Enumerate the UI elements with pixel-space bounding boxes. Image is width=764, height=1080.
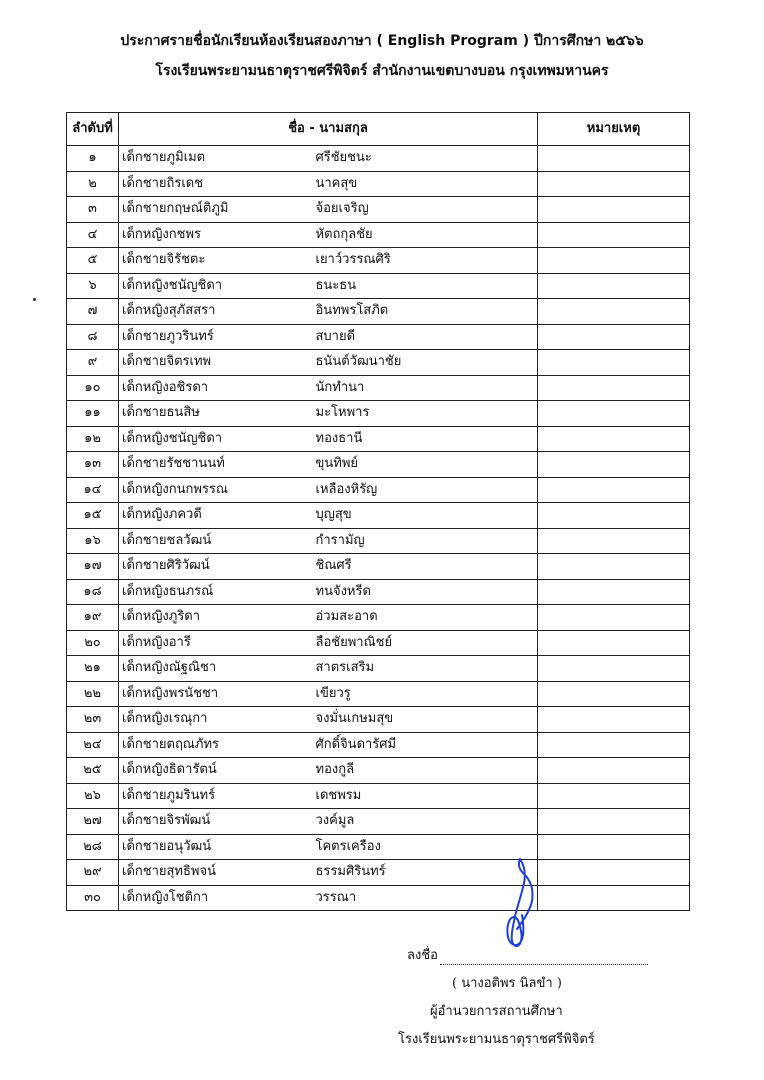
- row-number: ๑๔: [67, 477, 119, 503]
- student-last-name: เยาว์วรรณศิริ: [303, 248, 538, 274]
- row-number: ๑๖: [67, 528, 119, 554]
- row-note: [538, 375, 690, 401]
- row-number: ๔: [67, 222, 119, 248]
- student-first-name: เด็กชายรัชชานนท์: [119, 452, 303, 478]
- student-first-name: เด็กชายตฤณภัทร: [119, 732, 303, 758]
- student-first-name: เด็กชายอนุวัฒน์: [119, 834, 303, 860]
- row-number: ๙: [67, 350, 119, 376]
- row-note: [538, 503, 690, 529]
- row-note: [538, 350, 690, 376]
- row-note: [538, 809, 690, 835]
- student-last-name: หัตถกุลชัย: [303, 222, 538, 248]
- student-last-name: อ่วมสะอาด: [303, 605, 538, 631]
- student-first-name: เด็กชายจิรพัฒน์: [119, 809, 303, 835]
- row-note: [538, 630, 690, 656]
- row-note: [538, 758, 690, 784]
- row-number: ๕: [67, 248, 119, 274]
- sign-label: ลงชื่อ: [407, 948, 438, 963]
- table-row: [67, 860, 690, 886]
- row-number: ๒๒: [67, 681, 119, 707]
- table-row: [67, 401, 690, 427]
- table-row: [67, 324, 690, 350]
- scan-speck: [33, 298, 36, 301]
- student-first-name: เด็กหญิงณัฐณิชา: [119, 656, 303, 682]
- student-first-name: เด็กหญิงอชิรดา: [119, 375, 303, 401]
- row-number: ๒๗: [67, 809, 119, 835]
- student-first-name: เด็กหญิงโชติกา: [119, 885, 303, 911]
- row-note: [538, 783, 690, 809]
- row-number: ๘: [67, 324, 119, 350]
- signer-name: ( นางอติพร นิลขำ ): [452, 976, 562, 991]
- row-note: [538, 299, 690, 325]
- row-number: ๒๘: [67, 834, 119, 860]
- table-row: [67, 350, 690, 376]
- student-last-name: วงค์มูล: [303, 809, 538, 835]
- row-number: ๒๕: [67, 758, 119, 784]
- row-number: ๓๐: [67, 885, 119, 911]
- row-number: ๒๙: [67, 860, 119, 886]
- student-last-name: กำรามัญ: [303, 528, 538, 554]
- row-number: ๑๙: [67, 605, 119, 631]
- table-row: [67, 783, 690, 809]
- row-number: ๑๓: [67, 452, 119, 478]
- student-last-name: เขียวรู: [303, 681, 538, 707]
- row-number: ๒๖: [67, 783, 119, 809]
- table-row: [67, 426, 690, 452]
- table-row: [67, 503, 690, 529]
- student-last-name: จ้อยเจริญ: [303, 197, 538, 223]
- row-note: [538, 477, 690, 503]
- student-last-name: ศรีชัยชนะ: [303, 146, 538, 172]
- row-number: ๑๗: [67, 554, 119, 580]
- student-last-name: นาคสุข: [303, 171, 538, 197]
- student-first-name: เด็กหญิงสุภัสสรา: [119, 299, 303, 325]
- table-row: [67, 299, 690, 325]
- table-row: [67, 528, 690, 554]
- student-last-name: ทองธานี: [303, 426, 538, 452]
- row-note: [538, 579, 690, 605]
- table-row: [67, 554, 690, 580]
- table-row: [67, 248, 690, 274]
- student-first-name: เด็กชายธนสิษ: [119, 401, 303, 427]
- table-row: [67, 834, 690, 860]
- table-row: [67, 732, 690, 758]
- row-number: ๒: [67, 171, 119, 197]
- column-header-note: หมายเหตุ: [538, 113, 690, 146]
- row-number: ๑๐: [67, 375, 119, 401]
- row-note: [538, 860, 690, 886]
- student-first-name: เด็กหญิงกชพร: [119, 222, 303, 248]
- student-last-name: ธรรมศิรินทร์: [303, 860, 538, 886]
- student-first-name: เด็กชายภูวรินทร์: [119, 324, 303, 350]
- row-note: [538, 273, 690, 299]
- student-last-name: บุญสุข: [303, 503, 538, 529]
- table-row: [67, 222, 690, 248]
- student-last-name: ทนจังหรีด: [303, 579, 538, 605]
- table-row: [67, 146, 690, 172]
- table-row: [67, 605, 690, 631]
- row-note: [538, 401, 690, 427]
- table-row: [67, 885, 690, 911]
- student-last-name: สบายดี: [303, 324, 538, 350]
- row-note: [538, 834, 690, 860]
- row-number: ๑: [67, 146, 119, 172]
- signer-position: ผู้อำนวยการสถานศึกษา: [430, 1004, 563, 1019]
- signature-line: [407, 944, 648, 965]
- student-first-name: เด็กหญิงภูริดา: [119, 605, 303, 631]
- student-list-table: [66, 112, 690, 911]
- student-last-name: นักทำนา: [303, 375, 538, 401]
- signer-school: โรงเรียนพระยามนธาตุราชศรีพิจิตร์: [398, 1032, 595, 1047]
- student-last-name: วรรณา: [303, 885, 538, 911]
- student-last-name: ขุนทิพย์: [303, 452, 538, 478]
- row-note: [538, 528, 690, 554]
- row-number: ๗: [67, 299, 119, 325]
- student-last-name: โคตรเครือง: [303, 834, 538, 860]
- school-subtitle: โรงเรียนพระยามนธาตุราชศรีพิจิตร์ สำนักงานเขตบางบอน กรุงเทพมหานคร: [155, 63, 609, 79]
- student-last-name: ชิณศรี: [303, 554, 538, 580]
- student-last-name: อินทพรโสภิต: [303, 299, 538, 325]
- row-note: [538, 222, 690, 248]
- row-note: [538, 171, 690, 197]
- student-first-name: เด็กชายภูมรินทร์: [119, 783, 303, 809]
- student-last-name: มะโหพาร: [303, 401, 538, 427]
- table-row: [67, 197, 690, 223]
- table-row: [67, 273, 690, 299]
- student-first-name: เด็กชายสุทธิพจน์: [119, 860, 303, 886]
- student-last-name: ทองกูลี: [303, 758, 538, 784]
- row-number: ๒๔: [67, 732, 119, 758]
- table-row: [67, 681, 690, 707]
- handwritten-signature: [490, 855, 550, 955]
- row-note: [538, 732, 690, 758]
- row-note: [538, 426, 690, 452]
- row-number: ๑๑: [67, 401, 119, 427]
- row-number: ๑๕: [67, 503, 119, 529]
- row-number: ๒๑: [67, 656, 119, 682]
- table-row: [67, 452, 690, 478]
- row-note: [538, 656, 690, 682]
- row-note: [538, 681, 690, 707]
- table-row: [67, 171, 690, 197]
- table-row: [67, 630, 690, 656]
- signature-dotted-line: [440, 964, 648, 965]
- row-note: [538, 146, 690, 172]
- student-first-name: เด็กหญิงเรณุกา: [119, 707, 303, 733]
- student-last-name: สาตรเสริม: [303, 656, 538, 682]
- table-row: [67, 656, 690, 682]
- row-number: ๖: [67, 273, 119, 299]
- table-row: [67, 375, 690, 401]
- student-last-name: ลือชัยพาณิชย์: [303, 630, 538, 656]
- student-first-name: เด็กชายจิรัชตะ: [119, 248, 303, 274]
- student-first-name: เด็กหญิงธิดารัตน์: [119, 758, 303, 784]
- row-note: [538, 707, 690, 733]
- table-row: [67, 809, 690, 835]
- student-last-name: ศักดิ์จินดารัศมี: [303, 732, 538, 758]
- row-number: ๑๒: [67, 426, 119, 452]
- row-note: [538, 605, 690, 631]
- student-first-name: เด็กหญิงธนภรณ์: [119, 579, 303, 605]
- student-last-name: ธนะธน: [303, 273, 538, 299]
- row-note: [538, 554, 690, 580]
- row-number: ๓: [67, 197, 119, 223]
- student-first-name: เด็กชายชลวัฒน์: [119, 528, 303, 554]
- table-row: [67, 758, 690, 784]
- student-last-name: เหลืองหิรัญ: [303, 477, 538, 503]
- student-last-name: จงมั่นเกษมสุข: [303, 707, 538, 733]
- column-header-number: ลำดับที่: [67, 113, 119, 146]
- student-first-name: เด็กชายศิริวัฒน์: [119, 554, 303, 580]
- student-first-name: เด็กหญิงชนัญชิดา: [119, 426, 303, 452]
- row-note: [538, 885, 690, 911]
- column-header-name: ชื่อ - นามสกุล: [119, 113, 538, 146]
- table-row: [67, 707, 690, 733]
- row-number: ๒๓: [67, 707, 119, 733]
- row-note: [538, 452, 690, 478]
- student-first-name: เด็กหญิงชนัญชิดา: [119, 273, 303, 299]
- student-first-name: เด็กหญิงอารี: [119, 630, 303, 656]
- student-first-name: เด็กชายภูมิเมต: [119, 146, 303, 172]
- student-first-name: เด็กหญิงกนกพรรณ: [119, 477, 303, 503]
- document-title: ประกาศรายชื่อนักเรียนห้องเรียนสองภาษา ( English Program ) ปีการศึกษา ๒๕๖๖: [120, 33, 644, 49]
- row-note: [538, 324, 690, 350]
- student-first-name: เด็กชายจิตรเทพ: [119, 350, 303, 376]
- student-first-name: เด็กหญิงพรนัชชา: [119, 681, 303, 707]
- student-last-name: เดชพรม: [303, 783, 538, 809]
- table-row: [67, 579, 690, 605]
- student-first-name: เด็กชายกฤษณ์ติภูมิ: [119, 197, 303, 223]
- student-first-name: เด็กชายถิรเดช: [119, 171, 303, 197]
- row-note: [538, 248, 690, 274]
- row-number: ๑๘: [67, 579, 119, 605]
- row-number: ๒๐: [67, 630, 119, 656]
- student-first-name: เด็กหญิงภควดี: [119, 503, 303, 529]
- student-last-name: ธนันต์วัฒนาชัย: [303, 350, 538, 376]
- table-header-row: [67, 113, 690, 146]
- row-note: [538, 197, 690, 223]
- table-row: [67, 477, 690, 503]
